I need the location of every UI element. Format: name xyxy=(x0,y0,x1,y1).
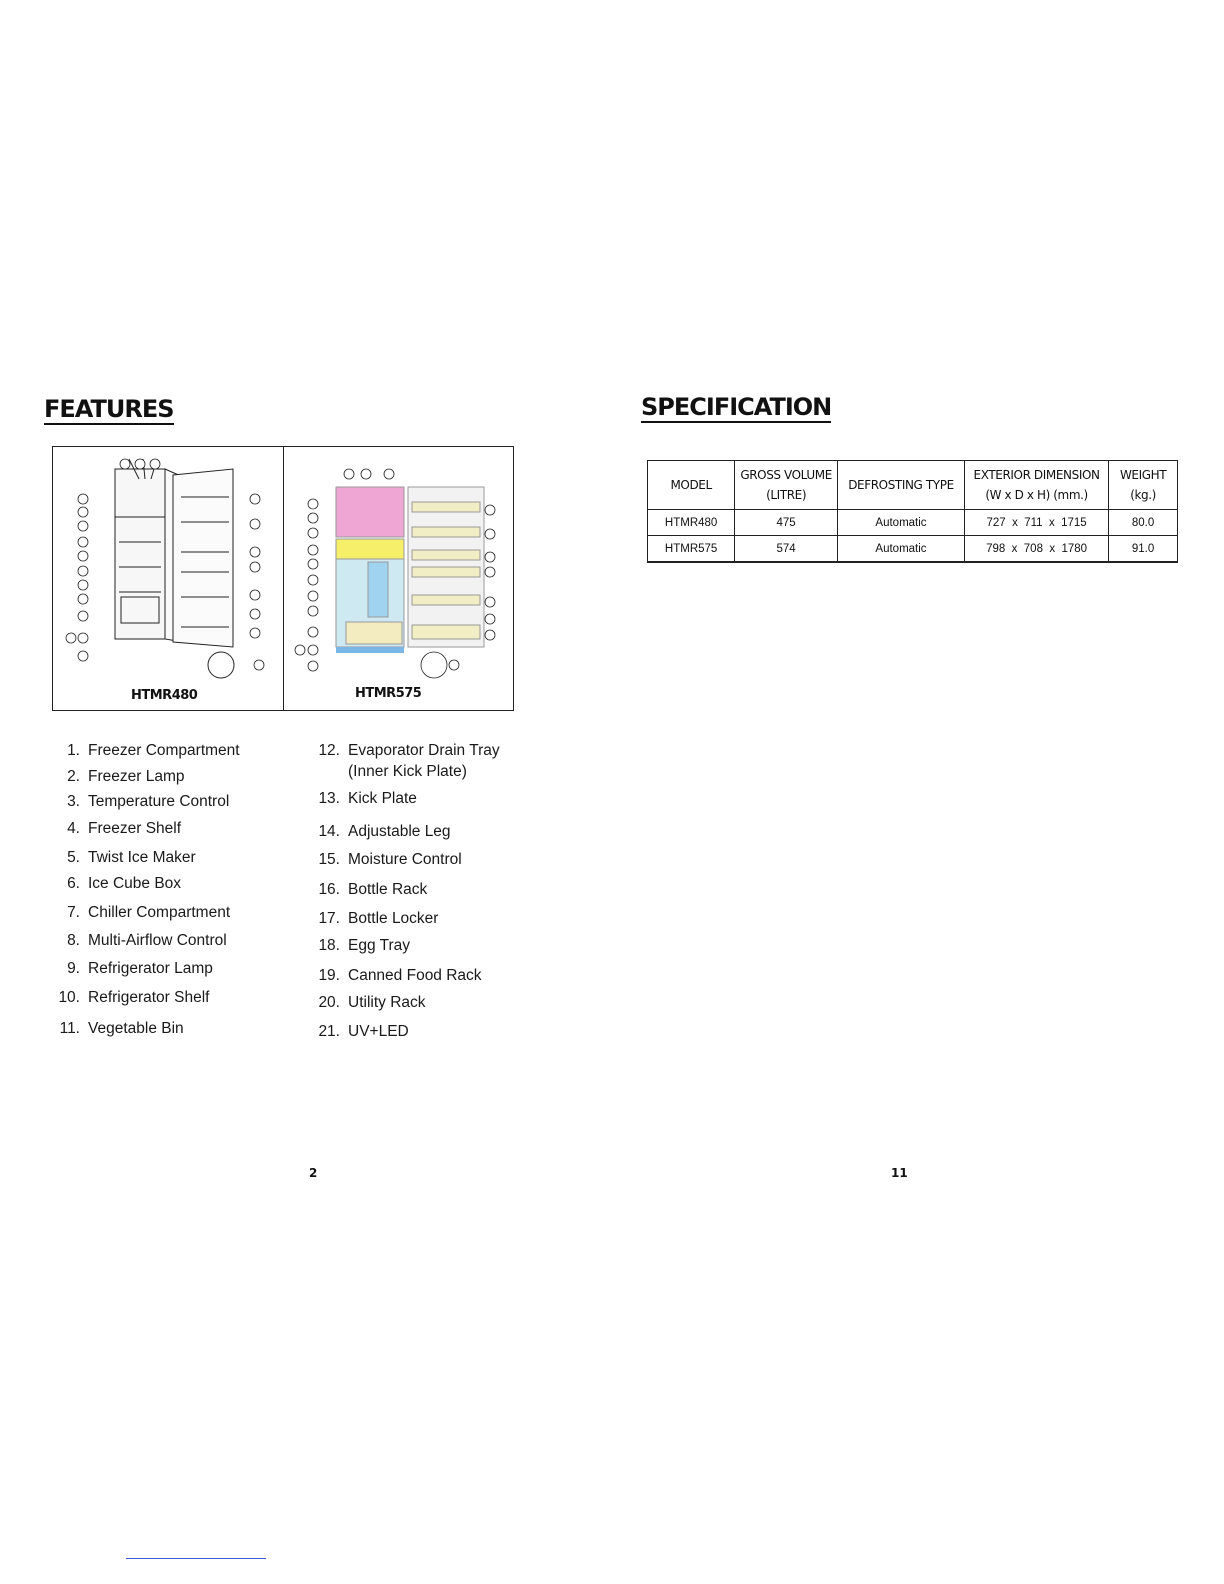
list-item: 10. Refrigerator Shelf xyxy=(58,989,210,1006)
list-item: 7. Chiller Compartment xyxy=(67,904,231,921)
table-header-row xyxy=(648,461,1178,510)
list-item: 3. Temperature Control xyxy=(67,793,230,810)
cell-dimension: 727 x 711 x 1715 xyxy=(964,510,1108,536)
header-gross-volume: GROSS VOLUME (LITRE) xyxy=(735,461,838,510)
list-item: 5. Twist Ice Maker xyxy=(67,849,196,866)
cell-model: HTMR480 xyxy=(648,510,735,536)
header-model: MODEL xyxy=(648,461,735,510)
table-row xyxy=(648,536,1178,563)
list-item: 8. Multi-Airflow Control xyxy=(67,932,227,949)
cell-dimension: 798 x 708 x 1780 xyxy=(964,536,1108,563)
page-number-left: 2 xyxy=(309,1166,318,1180)
header-weight: WEIGHT (kg.) xyxy=(1109,461,1178,510)
list-item: 11. Vegetable Bin xyxy=(59,1020,184,1037)
table-row xyxy=(648,510,1178,536)
list-item: 14. Adjustable Leg xyxy=(318,823,451,840)
cell-defrost: Automatic xyxy=(837,536,964,563)
list-item: 1. Freezer Compartment xyxy=(67,742,240,759)
page-number-right: 11 xyxy=(891,1166,908,1180)
features-heading: FEATURES xyxy=(44,395,174,423)
list-item: 2. Freezer Lamp xyxy=(67,768,185,785)
footer-rule xyxy=(126,1558,266,1559)
specification-heading: SPECIFICATION xyxy=(641,393,832,421)
list-item: 6. Ice Cube Box xyxy=(67,875,182,892)
cell-volume: 574 xyxy=(735,536,838,563)
list-item: 9. Refrigerator Lamp xyxy=(67,960,213,977)
htmr480-diagram xyxy=(53,447,283,687)
cell-weight: 91.0 xyxy=(1109,536,1178,563)
list-item: 18. Egg Tray xyxy=(318,937,411,954)
list-item: 12. Evaporator Drain Tray (Inner Kick Plate) xyxy=(318,742,500,780)
list-item: 16. Bottle Rack xyxy=(318,881,428,898)
htmr575-diagram xyxy=(284,447,514,687)
list-item: 17. Bottle Locker xyxy=(318,910,439,927)
cell-model: HTMR575 xyxy=(648,536,735,563)
specification-table xyxy=(647,460,1178,563)
cell-defrost: Automatic xyxy=(837,510,964,536)
header-defrosting-type: DEFROSTING TYPE xyxy=(837,461,964,510)
list-item: 20. Utility Rack xyxy=(318,994,426,1011)
model-label-htmr575: HTMR575 xyxy=(355,686,422,701)
model-label-htmr480: HTMR480 xyxy=(131,688,198,703)
list-item: 4. Freezer Shelf xyxy=(67,820,182,837)
cell-weight: 80.0 xyxy=(1109,510,1178,536)
list-item: 19. Canned Food Rack xyxy=(318,967,482,984)
list-item: 13. Kick Plate xyxy=(318,790,417,807)
list-item: 15. Moisture Control xyxy=(318,851,462,868)
list-item: 21. UV+LED xyxy=(318,1023,409,1040)
header-exterior-dimension: EXTERIOR DIMENSION (W x D x H) (mm.) xyxy=(964,461,1108,510)
cell-volume: 475 xyxy=(735,510,838,536)
features-figure xyxy=(52,446,514,711)
